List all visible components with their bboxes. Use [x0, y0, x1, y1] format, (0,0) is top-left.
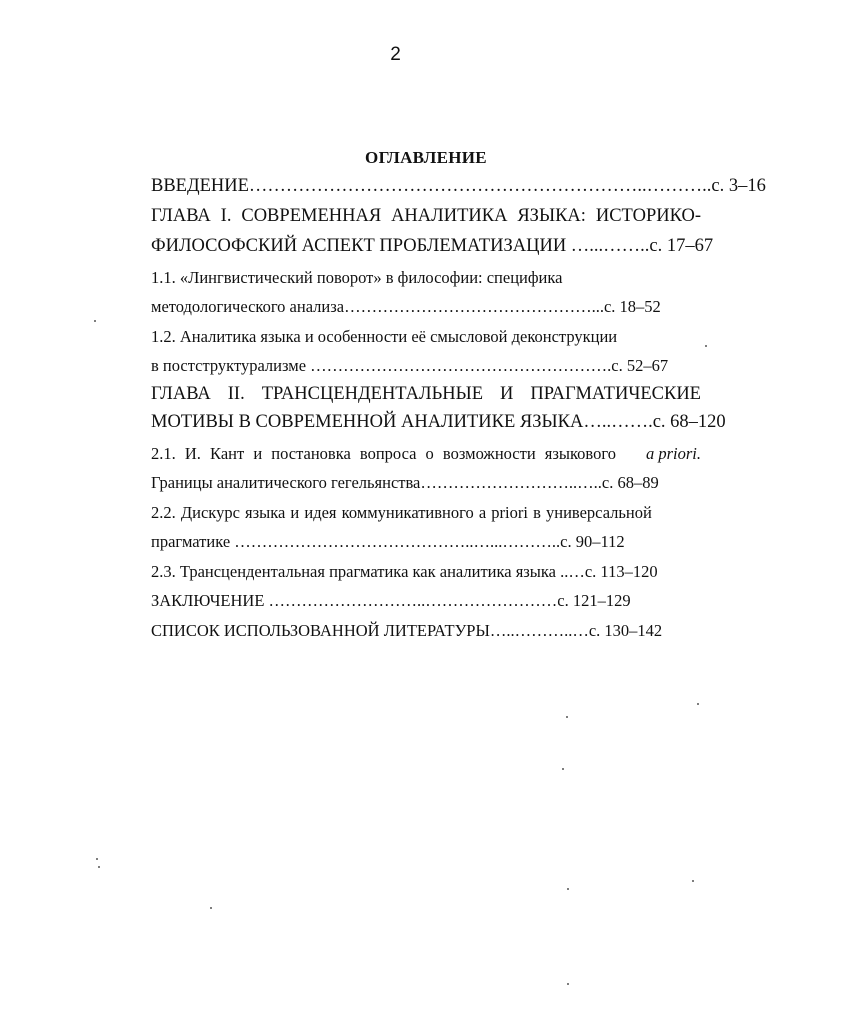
toc-section-2-2-line1: 2.2. Дискурс языка и идея коммуникативного a priori в универсальной	[151, 503, 652, 522]
scan-speck	[562, 768, 564, 770]
scan-speck	[697, 703, 699, 705]
toc-chapter1-line2: ФИЛОСОФСКИЙ АСПЕКТ ПРОБЛЕМАТИЗАЦИИ …...……..с. 17–67	[151, 236, 714, 256]
toc-chapter2-line1: ГЛАВА II. ТРАНСЦЕНДЕНТАЛЬНЫЕ И ПРАГМАТИЧЕСКИЕ	[151, 384, 701, 404]
scan-speck	[98, 866, 100, 868]
toc-section-2-1-line1	[151, 444, 701, 464]
toc-section-2-1-italic: a priori.	[645, 444, 701, 463]
scan-speck	[210, 907, 212, 909]
toc-bibliography: СПИСОК ИСПОЛЬЗОВАННОЙ ЛИТЕРАТУРЫ…..………..…с. 130–142	[151, 621, 663, 640]
scan-speck	[566, 716, 568, 718]
scan-speck	[567, 888, 569, 890]
toc-section-1-2-line2: в постструктурализме ……………………………………………….с. 52–67	[151, 356, 669, 375]
toc-section-1-1-line1: 1.1. «Лингвистический поворот» в философии: специфика	[151, 268, 563, 287]
toc-section-2-3: 2.3. Трансцендентальная прагматика как аналитика языка ..…с. 113–120	[151, 562, 658, 581]
toc-section-1-1-line2: методологического анализа………………………………………...с. 18–52	[151, 297, 661, 316]
toc-title: ОГЛАВЛЕНИЕ	[365, 148, 487, 167]
toc-conclusion: ЗАКЛЮЧЕНИЕ ………………………..……………………с. 121–129	[151, 591, 631, 610]
scan-speck	[96, 858, 98, 860]
scan-speck	[94, 320, 96, 322]
scan-speck	[692, 880, 694, 882]
toc-section-1-2-line1: 1.2. Аналитика языка и особенности её смысловой деконструкции	[151, 327, 618, 346]
scan-speck	[705, 345, 707, 347]
toc-section-2-2-line2: прагматике ……………………………………..…...………..с. 90–112	[151, 532, 625, 551]
toc-section-2-1-text: 2.1. И. Кант и постановка вопроса о возможности языкового	[151, 444, 616, 463]
toc-section-2-1-line2: Границы аналитического гегельянства………………………..…..с. 68–89	[151, 473, 659, 492]
toc-chapter2-line2: МОТИВЫ В СОВРЕМЕННОЙ АНАЛИТИКЕ ЯЗЫКА…..…….с. 68–120	[151, 412, 726, 432]
scan-speck	[567, 983, 569, 985]
page-number: 2	[390, 44, 401, 65]
toc-intro: ВВЕДЕНИЕ………………………………………………………..………..с. 3–16	[151, 176, 766, 196]
toc-chapter1-line1: ГЛАВА I. СОВРЕМЕННАЯ АНАЛИТИКА ЯЗЫКА: ИСТОРИКО-	[151, 206, 701, 226]
